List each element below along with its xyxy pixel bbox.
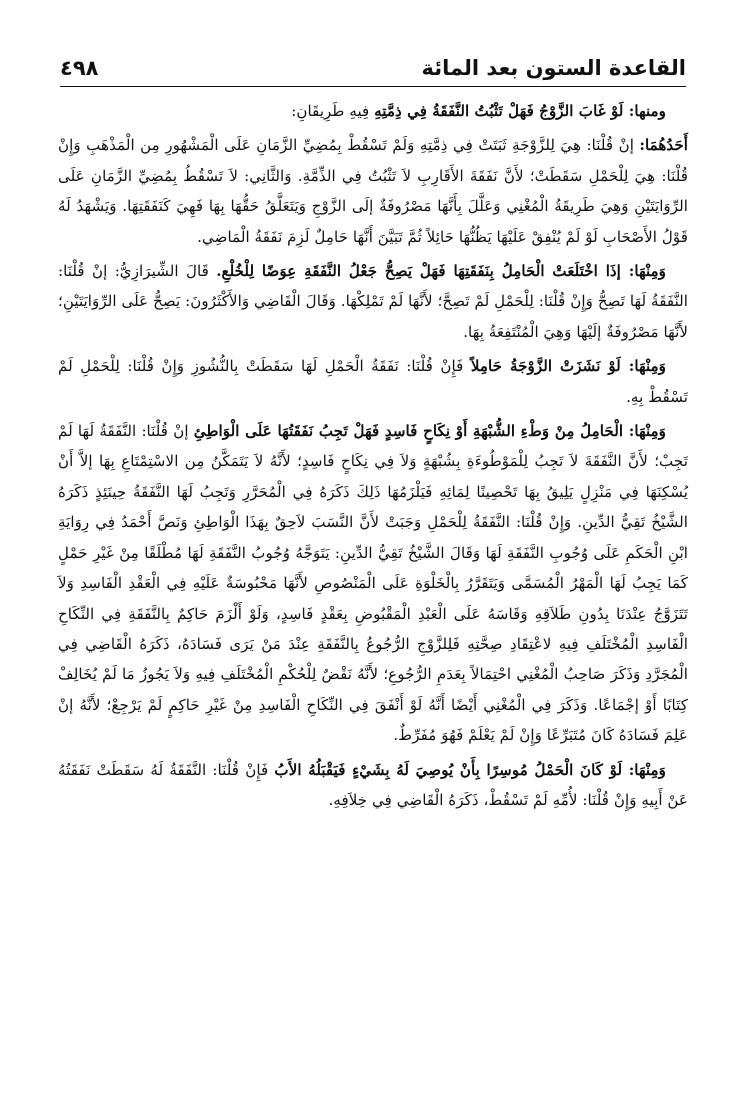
paragraph-text: فَإِنْ قُلْنَا: النَّفَقَةُ لَهُ سَقَطَتْ نَفَقَتُهُ عَنْ أَبِيهِ وَإِنْ قُلْنَا: لأُمِّهِ لَمْ تَسْقُطْ، ذَكَرَهُ الْقَاضِي فِي خِلاَفِهِ.	[58, 760, 688, 809]
page-number: ٤٩٨	[60, 56, 99, 80]
paragraph-text: إنْ قُلْنَا: النَّفَقَةُ لَهَا لَمْ تَجِبْ؛ لأَنَّ النَّفَقَةَ لاَ تَجِبُ لِلْمَوْطُوءَةِ بِشُبْهَةٍ وَلاَ فِي نِكَاحٍ فَاسِدٍ؛ لأَنَّهُ لاَ يَتَمَكَّنُ مِن الاسْتِمْتَاعِ بِهَا إلاَّ أَنْ يُسْكِنَهَا فِي مَنْزِلٍ يَلِيقُ بِهَا تَحْصِينًا لِمَائِهِ فَيَلْزَمُهَا ذَلِكَ ذَكَرَهُ فِي الْمُحَرَّرِ وَتَجِبُ لَهَا النَّفَقَةُ حِينَئِذٍ ذَكَرَهُ الشَّيْخُ تَقِيُّ الدِّينِ. وَإِنْ قُلْنَا: النَّفَقَةُ لِلْحَمْلِ وَجَبَتْ لأَنَّ النَّسَبَ لاَحِقٌ بِهَذَا الْوَاطِئِ وَنَصَّ أَحْمَدُ فِي رِوَايَةِ ابْنِ الْحَكَمِ عَلَى وُجُوبِ النَّفَقَةِ لَهَا وَقَالَ الشَّيْخُ تَقِيُّ الدِّينِ: يَتَوَجَّهُ وُجُوبُ النَّفَقَةِ لَهَا مُطْلَقًا مِنْ غَيْرِ حَمْلٍ كَمَا يَجِبُ لَهَا الْمَهْرُ الْمُسَمَّى وَيَتَقَرَّرُ بِالْخَلْوَةِ عَلَى الْمَنْصُوصِ لأَنَّهَا مَحْبُوسَةٌ عَلَيْهِ فِي الْعَقْدِ الْفَاسِدِ وَلاَ تَتَزَوَّجُ عِنْدَنَا بِدُونِ طَلاَقِهِ وَقَاسَهُ عَلَى الْعَبْدِ الْمَقْبُوضِ بِعَقْدٍ فَاسِدٍ، وَلَوْ أَلْزَمَ حَاكِمٌ بِالنَّفَقَةِ فِي النِّكَاحِ الْفَاسِدِ الْمُخْتَلَفِ فِيهِ لاعْتِقَادِ صِحَّتِهِ فَلِلزَّوْجِ الرُّجُوعُ بِالنَّفَقَةِ عِنْدَ مَنْ يَرَى فَسَادَهُ، ذَكَرَهُ الْقَاضِي فِي الْمُجَرَّدِ وَذَكَرَ صَاحِبُ الْمُغْنِي احْتِمَالاً بِعَدَمِ الرُّجُوعِ؛ لأَنَّهُ نَقْضٌ لِلْحُكْمِ الْمُخْتَلَفِ فِيهِ وَلاَ يَجُوزُ مَا لَمْ يُخَالِفْ كِتَابًا أَوْ إجْمَاعًا. وَذَكَرَ فِي الْمُغْنِي أَيْضًا أَنَّهُ لَوْ أَنْفَقَ فِي النِّكَاحِ الْفَاسِدِ مِنْ غَيْرِ حَاكِمٍ لَمْ يَرْجِعْ؛ لأَنَّهُ إنْ عَلِمَ فَسَادَهُ كَانَ مُتَبَرِّعًا وَإِنْ لَمْ يَعْلَمْ فَهُوَ مُفَرِّطٌ.	[58, 422, 688, 745]
paragraph-lead: ومنها: لَوْ غَابَ الزَّوْجُ فَهَلْ تَثْبُتُ النَّفَقَةُ فِي ذِمَّتِهِ	[374, 102, 666, 120]
paragraph-absent-husband	[58, 96, 688, 126]
paragraph-lead: وَمِنْهَا: لَوْ كَانَ الْحَمْلُ مُوسِرًا بِأَنْ يُوصِيَ لَهُ بِشَيْءٍ فَيَقْبَلُهُ الأَبُ	[274, 760, 666, 779]
paragraph-lead: وَمِنْهَا: الْحَامِلُ مِنْ وَطْءِ الشُّبْهَةِ أَوْ نِكَاحٍ فَاسِدٍ فَهَلْ تَجِبُ نَفَقَتُهَا عَلَى الْوَاطِئِ	[193, 422, 666, 441]
paragraph-wealthy-fetus	[58, 755, 688, 816]
paragraph-text: فِيهِ طَرِيقَانِ:	[291, 102, 375, 120]
running-title: القاعدة الستون بعد المائة	[421, 56, 686, 80]
paragraph-text: قَالَ الشِّيرَازِيُّ: إنْ قُلْنَا: النَّفَقَةُ لَهَا تَصِحُّ وَإِنْ قُلْنَا: لِلْحَمْلِ لَمْ تَصِحَّ؛ لأَنَّهَا لَمْ تَمْلِكْهَا. وَقَالَ الْقَاضِي وَالأَكْثَرُونَ: يَصِحُّ عَلَى الرِّوَايَتَيْنِ؛ لأَنَّهَا مَصْرُوفَةٌ إلَيْهَا وَهِيَ الْمُنْتَفِعَةُ بِهَا.	[58, 262, 688, 341]
paragraph-text: إنْ قُلْنَا: هِيَ لِلزَّوْجَةِ ثَبَتَتْ فِي ذِمَّتِهِ وَلَمْ تَسْقُطْ بِمُضِيِّ الزَّمَانِ عَلَى الْمَشْهُورِ مِن الْمَذْهَبِ وَإِنْ قُلْنَا: هِيَ لِلْحَمْلِ سَقَطَتْ؛ لأَنَّ نَفَقَةَ الأَقَارِبِ لاَ تَثْبُتُ فِي الذِّمَّةِ. وَالثَّانِي: لاَ تَسْقُطُ بِمُضِيِّ الزَّمَانِ عَلَى الرِّوَايَتَيْنِ وَهِيَ طَرِيقَةُ الْمُغْنِي وَعَلَّلَ بِأَنَّهَا مَصْرُوفَةٌ إلَى الزَّوْجِ وَيَتَعَلَّقُ حَقُّهَا بِهَا فَهِيَ كَنَفَقَتِهَا. وَيَشْهَدُ لَهُ قَوْلُ الأَصْحَابِ لَوْ لَمْ يُنْفِقْ عَلَيْهَا يَظُنُّهَا حَائِلاً ثُمَّ تَبَيَّنَ أَنَّهَا حَامِلٌ لَزِمَ نَفَقَةُ الْمَاضِي.	[58, 136, 688, 246]
paragraph-nushuz	[58, 351, 688, 412]
paragraph-lead: وَمِنْهَا: لَوْ نَشَزَتْ الزَّوْجَةُ حَامِلاً	[470, 357, 666, 376]
paragraph-lead: أَحَدُهُمَا:	[639, 136, 688, 155]
paragraph-first-way	[58, 130, 688, 252]
paragraph-khul	[58, 256, 688, 347]
page-header	[60, 42, 686, 87]
paragraph-shubha	[58, 416, 688, 750]
paragraph-text: فَإِنْ قُلْنَا: نَفَقَةُ الْحَمْلِ لَهَا سَقَطَتْ بِالنُّشُوزِ وَإِنْ قُلْنَا: لِلْحَمْلِ لَمْ تَسْقُطْ بِهِ.	[58, 357, 688, 406]
paragraph-lead: وَمِنْهَا: إذَا اخْتَلَعَتْ الْحَامِلُ بِنَفَقَتِهَا فَهَلْ يَصِحُّ جَعْلُ النَّفَقَةِ عِوَضًا لِلْخُلْعِ.	[216, 262, 666, 281]
page-body	[58, 96, 688, 819]
